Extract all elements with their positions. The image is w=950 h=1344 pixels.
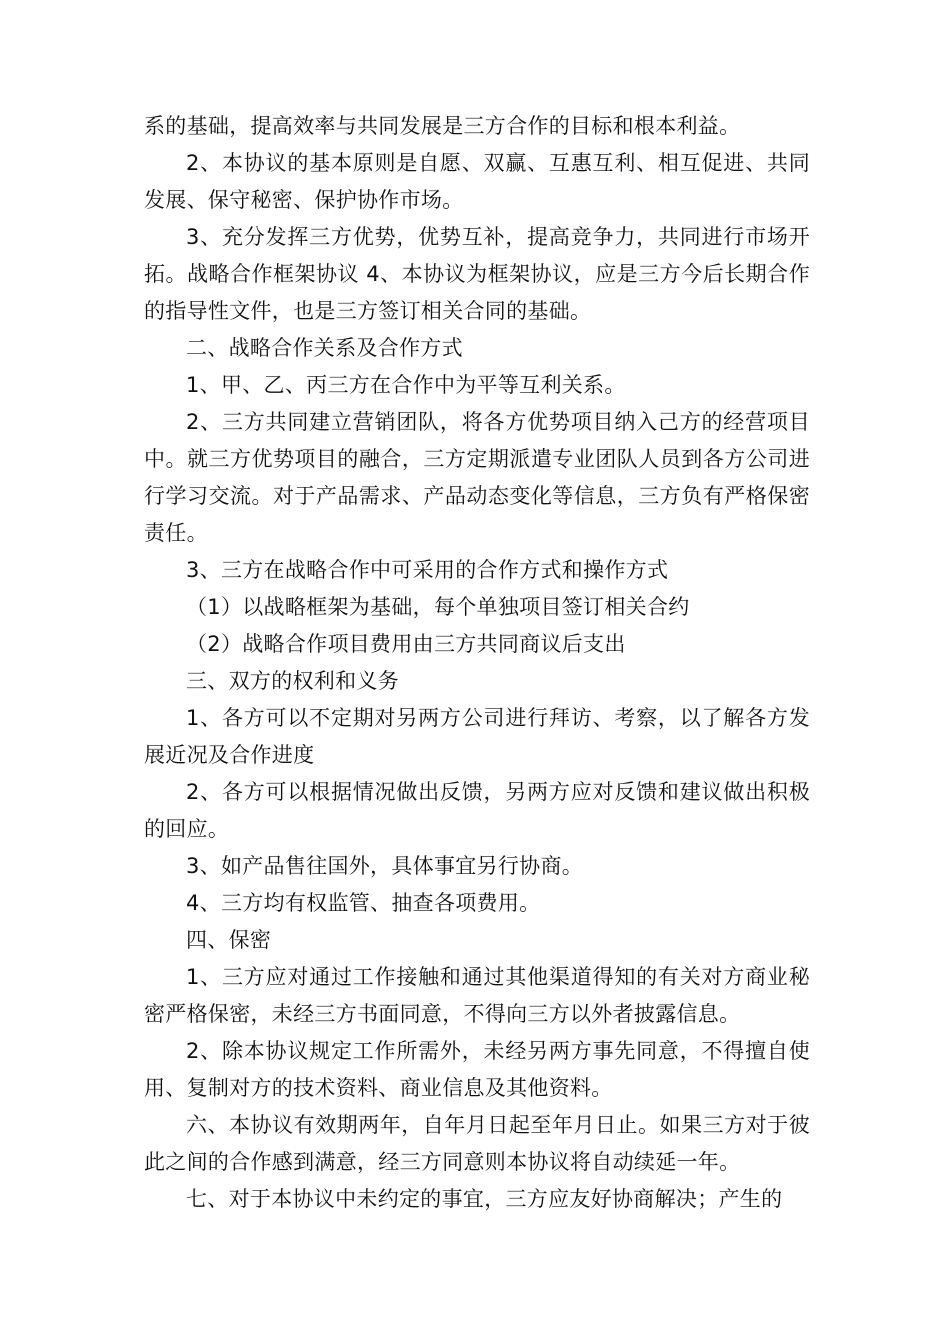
document-body bbox=[144, 108, 810, 1218]
paragraph: 4、三方均有权监管、抽查各项费用。 bbox=[186, 891, 541, 915]
paragraph: 1、三方应对通过工作接触和通过其他渠道得知的有关对方商业秘密严格保密，未经三方书面同意，不得向三方以外者披露信息。 bbox=[144, 965, 810, 1026]
paragraph: 3、三方在战略合作中可采用的合作方式和操作方式 bbox=[186, 558, 669, 582]
paragraph: 1、甲、乙、丙三方在合作中为平等互利关系。 bbox=[186, 373, 626, 397]
paragraph: 2、本协议的基本原则是自愿、双赢、互惠互利、相互促进、共同发展、保守秘密、保护协作市场。 bbox=[144, 151, 810, 212]
paragraph: 2、除本协议规定工作所需外，未经另两方事先同意，不得擅自使用、复制对方的技术资料、商业信息及其他资料。 bbox=[144, 1039, 810, 1100]
paragraph: 七、对于本协议中未约定的事宜，三方应友好协商解决；产生的 bbox=[186, 1187, 783, 1211]
paragraph: 系的基础，提高效率与共同发展是三方合作的目标和根本利益。 bbox=[144, 114, 741, 138]
list-item: （2）战略合作项目费用由三方共同商议后支出 bbox=[186, 632, 626, 656]
paragraph: 3、如产品售往国外，具体事宜另行协商。 bbox=[186, 854, 584, 878]
paragraph: 2、三方共同建立营销团队，将各方优势项目纳入己方的经营项目中。就三方优势项目的融合，三方定期派遣专业团队人员到各方公司进行学习交流。对于产品需求、产品动态变化等信息，三方负有严格保密责任。 bbox=[144, 410, 810, 545]
paragraph: 3、充分发挥三方优势，优势互补，提高竞争力，共同进行市场开拓。战略合作框架协议 4、本协议为框架协议，应是三方今后长期合作的指导性文件，也是三方签订相关合同的基础。 bbox=[144, 225, 810, 323]
section-heading: 四、保密 bbox=[186, 928, 272, 952]
section-heading: 二、战略合作关系及合作方式 bbox=[186, 336, 463, 360]
section-heading: 三、双方的权利和义务 bbox=[186, 669, 399, 693]
list-item: （1）以战略框架为基础，每个单独项目签订相关合约 bbox=[186, 595, 690, 619]
paragraph: 2、各方可以根据情况做出反馈，另两方应对反馈和建议做出积极的回应。 bbox=[144, 780, 810, 841]
paragraph: 1、各方可以不定期对另两方公司进行拜访、考察，以了解各方发展近况及合作进度 bbox=[144, 706, 810, 767]
paragraph: 六、本协议有效期两年，自年月日起至年月日止。如果三方对于彼此之间的合作感到满意，经三方同意则本协议将自动续延一年。 bbox=[144, 1113, 810, 1174]
